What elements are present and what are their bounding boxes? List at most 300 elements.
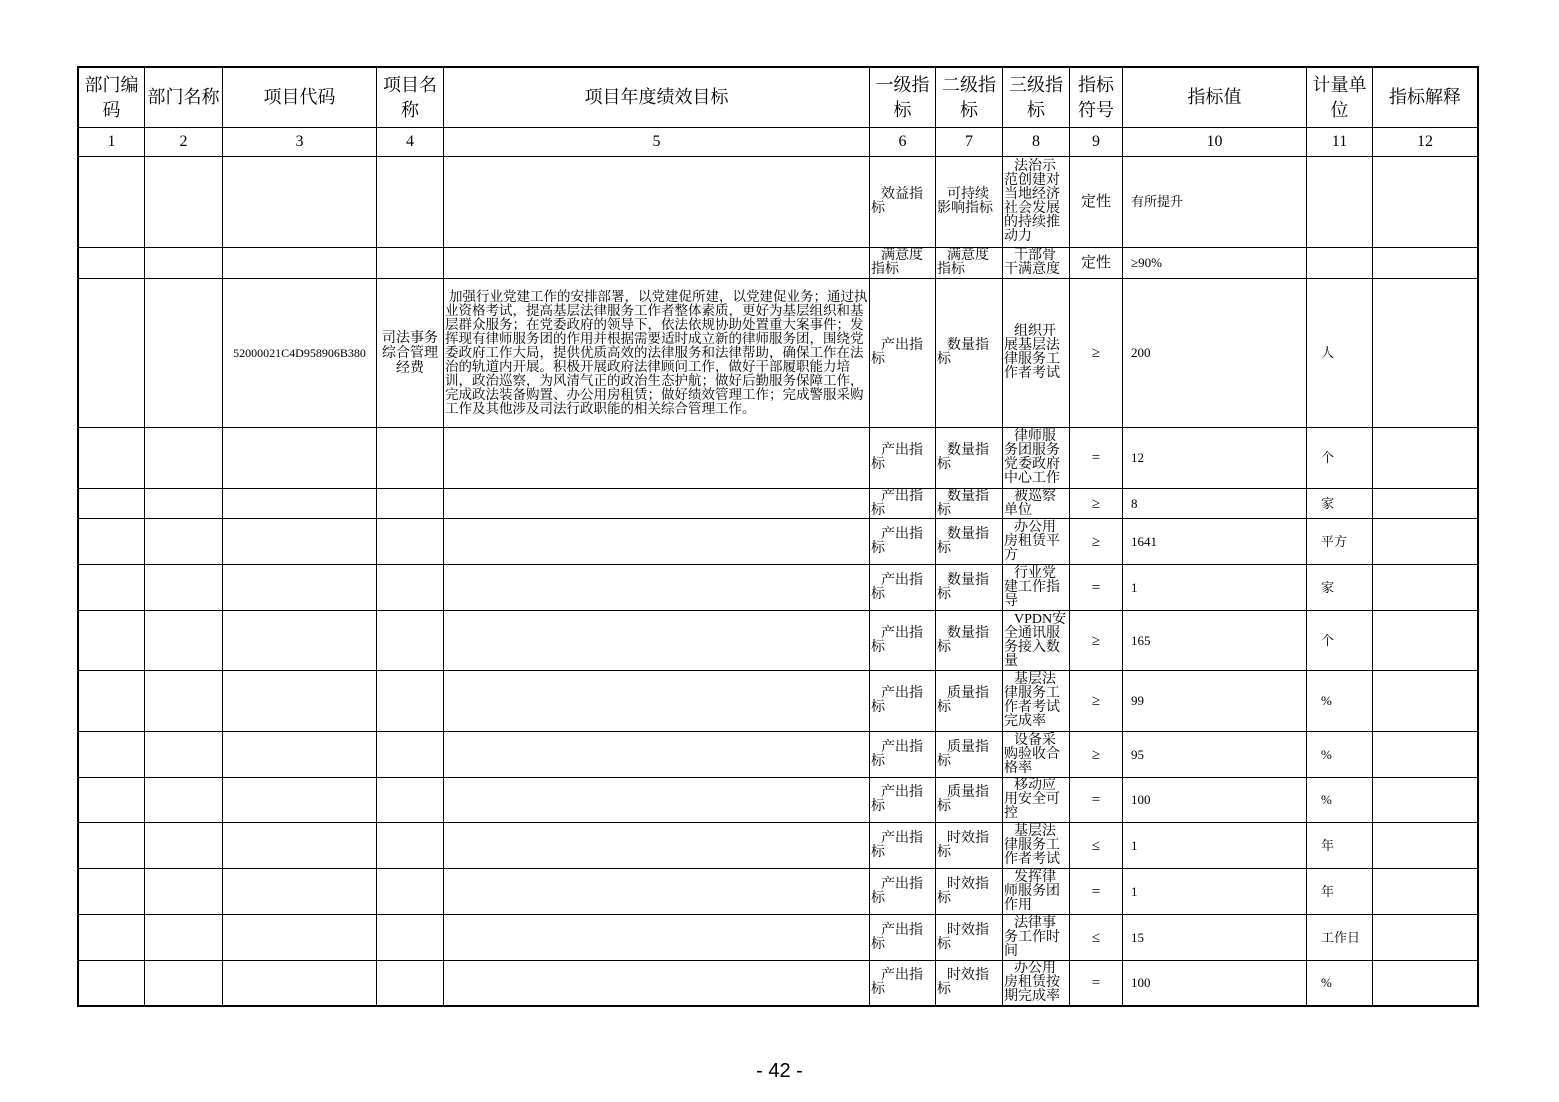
level3-indicator-cell-text: 办公用房租赁按期完成率	[1004, 961, 1060, 1004]
dept-name-cell	[145, 823, 222, 868]
level1-indicator-cell-text: 产出指标	[871, 443, 923, 472]
annual-performance-goal-cell	[444, 611, 869, 670]
column-number-10-text: 10	[1206, 133, 1223, 150]
annual-performance-goal-cell	[444, 732, 869, 777]
level3-indicator-cell-text: 行业党建工作指导	[1004, 565, 1060, 609]
dept-code-cell	[79, 671, 144, 731]
header-level2-indicator	[936, 68, 1002, 127]
level2-indicator-cell-text: 数量指标	[937, 443, 989, 472]
indicator-symbol-cell	[1070, 915, 1122, 960]
dept-code-cell	[79, 915, 144, 960]
indicator-symbol-cell-text: 定性	[1080, 194, 1111, 210]
indicator-symbol-cell	[1070, 869, 1122, 914]
level2-indicator-cell-text: 时效指标	[937, 830, 989, 860]
measure-unit-cell	[1307, 248, 1372, 278]
header-project-name-text: 项目名称	[383, 74, 437, 120]
indicator-symbol-cell-text: ≥	[1091, 693, 1101, 709]
level2-indicator-cell	[936, 428, 1002, 488]
measure-unit-cell	[1307, 565, 1372, 610]
level2-indicator-cell-text: 可持续影响指标	[937, 187, 993, 216]
indicator-symbol-cell-text: 定性	[1080, 255, 1111, 271]
header-dept-code	[79, 68, 144, 127]
level1-indicator-cell-text: 效益指标	[871, 187, 923, 216]
level1-indicator-cell-text: 产出指标	[871, 572, 923, 602]
indicator-symbol-cell-text: ≤	[1091, 929, 1101, 946]
indicator-symbol-cell	[1070, 248, 1122, 278]
level3-indicator-cell	[1003, 279, 1069, 427]
column-number-11-text: 11	[1331, 133, 1348, 150]
level2-indicator-cell	[936, 519, 1002, 564]
project-name-cell	[377, 915, 443, 960]
level2-indicator-cell	[936, 778, 1002, 822]
level2-indicator-cell-text: 满意度指标	[937, 248, 989, 277]
level1-indicator-cell-text: 产出指标	[871, 876, 923, 906]
level1-indicator-cell	[870, 961, 935, 1005]
level3-indicator-cell-text: 律师服务团服务党委政府中心工作	[1004, 429, 1060, 486]
indicator-explanation-cell	[1373, 869, 1477, 914]
annual-performance-goal-cell	[444, 778, 869, 822]
project-code-cell	[223, 519, 376, 564]
project-code-cell	[223, 428, 376, 488]
indicator-explanation-cell	[1373, 778, 1477, 822]
level2-indicator-cell-text: 时效指标	[937, 922, 989, 952]
dept-name-cell	[145, 248, 222, 278]
level3-indicator-cell-text: 基层法律服务工作者考试	[1004, 823, 1060, 867]
column-number-8-text: 8	[1032, 133, 1040, 150]
indicator-value-cell	[1123, 279, 1306, 427]
level3-indicator-cell-text: 设备采购验收合格率	[1004, 732, 1060, 776]
project-code-cell	[223, 565, 376, 610]
annual-performance-goal-cell	[444, 279, 869, 427]
level2-indicator-cell	[936, 279, 1002, 427]
level1-indicator-cell-text: 产出指标	[871, 489, 923, 518]
level1-indicator-cell-text: 产出指标	[871, 686, 923, 715]
indicator-symbol-cell	[1070, 489, 1122, 518]
level1-indicator-cell	[870, 778, 935, 822]
annual-performance-goal-cell	[444, 248, 869, 278]
indicator-value-cell-text: 12	[1131, 450, 1144, 465]
indicator-value-cell	[1123, 611, 1306, 670]
measure-unit-cell-text: 人	[1321, 345, 1335, 360]
level2-indicator-cell	[936, 823, 1002, 868]
indicator-symbol-cell-text: ≥	[1091, 495, 1101, 512]
indicator-explanation-cell	[1373, 428, 1477, 488]
header-level1-indicator	[870, 68, 935, 127]
project-code-cell	[223, 671, 376, 731]
indicator-symbol-cell-text: ≥	[1091, 345, 1101, 361]
annual-performance-goal-cell	[444, 565, 869, 610]
level3-indicator-cell	[1003, 428, 1069, 488]
indicator-symbol-cell-text: =	[1091, 975, 1101, 991]
level1-indicator-cell	[870, 489, 935, 518]
indicator-value-cell-text: ≥90%	[1131, 255, 1162, 270]
column-number-7-text: 7	[965, 133, 973, 150]
level2-indicator-cell	[936, 565, 1002, 610]
dept-name-cell	[145, 671, 222, 731]
project-name-cell	[377, 869, 443, 914]
level2-indicator-cell	[936, 915, 1002, 960]
column-number-6-text: 6	[898, 133, 907, 150]
project-name-cell	[377, 519, 443, 564]
dept-name-cell	[145, 869, 222, 914]
header-indicator-explanation	[1373, 68, 1477, 127]
column-number-3-text: 3	[295, 133, 304, 150]
level3-indicator-cell-text: 法治示范创建对当地经济社会发展的持续推动力	[1004, 159, 1060, 244]
indicator-symbol-cell-text: ≥	[1091, 632, 1101, 649]
indicator-value-cell-text: 200	[1131, 345, 1151, 360]
header-annual-performance-goal-text: 项目年度绩效目标	[584, 87, 729, 107]
measure-unit-cell-text: %	[1321, 975, 1332, 990]
indicator-value-cell	[1123, 778, 1306, 822]
level3-indicator-cell	[1003, 519, 1069, 564]
indicator-value-cell-text: 1641	[1131, 533, 1157, 549]
project-code-cell	[223, 732, 376, 777]
dept-name-cell	[145, 157, 222, 247]
annual-performance-goal-cell	[444, 915, 869, 960]
indicator-explanation-cell	[1373, 157, 1477, 247]
project-name-cell	[377, 565, 443, 610]
measure-unit-cell-text: %	[1321, 792, 1332, 807]
level2-indicator-cell	[936, 869, 1002, 914]
measure-unit-cell	[1307, 279, 1372, 427]
level3-indicator-cell-text: 组织开展基层法律服务工作者考试	[1004, 324, 1060, 381]
level1-indicator-cell	[870, 915, 935, 960]
level3-indicator-cell-text: VPDN安全通讯服务接入数量	[1004, 611, 1067, 669]
indicator-symbol-cell	[1070, 565, 1122, 610]
header-project-name	[377, 68, 443, 127]
level3-indicator-cell	[1003, 823, 1069, 868]
indicator-value-cell-text: 165	[1131, 632, 1151, 648]
indicator-value-cell	[1123, 671, 1306, 731]
level1-indicator-cell-text: 产出指标	[871, 922, 923, 952]
indicator-value-cell	[1123, 915, 1306, 960]
level2-indicator-cell	[936, 248, 1002, 278]
project-name-cell-text: 司法事务综合管理经费	[382, 330, 438, 376]
measure-unit-cell	[1307, 428, 1372, 488]
indicator-symbol-cell	[1070, 428, 1122, 488]
level1-indicator-cell-text: 产出指标	[871, 338, 923, 367]
project-code-cell	[223, 869, 376, 914]
level2-indicator-cell-text: 质量指标	[937, 686, 989, 715]
measure-unit-cell	[1307, 611, 1372, 670]
annual-performance-goal-cell-text: 加强行业党建工作的安排部署，以党建促所建，以党建促业务；通过执业资格考试，提高基层法律服务工作者整体素质，更好为基层组织和基层群众服务；在党委政府的领导下，依法依规协助处置重大案事件；发挥现有律师服务团的作用并根据需要适时成立新的律师服务团，围绕党委政府工作大局，提供优质高效的法律服务和法律帮助，确保工作在法治的轨道内开展。积极开展政府法律顾问工作，做好干部履职能力培训，政治巡察，为风清气正的政治生态护航；做好后勤服务保障工作，完成政法装备购置、办公用房租赁；做好绩效管理工作；完成警服采购工作及其他涉及司法行政职能的相关综合管理工作。	[445, 289, 868, 416]
column-number-1	[79, 128, 144, 156]
level2-indicator-cell-text: 数量指标	[937, 526, 989, 556]
header-dept-name	[145, 68, 222, 127]
level1-indicator-cell-text: 满意度指标	[871, 248, 923, 277]
level3-indicator-cell	[1003, 778, 1069, 822]
column-number-6	[870, 128, 935, 156]
measure-unit-cell-text: 工作日	[1321, 929, 1361, 945]
level1-indicator-cell	[870, 279, 935, 427]
project-code-cell	[223, 248, 376, 278]
level3-indicator-cell	[1003, 157, 1069, 247]
level2-indicator-cell	[936, 961, 1002, 1005]
column-number-12	[1373, 128, 1477, 156]
column-number-9	[1070, 128, 1122, 156]
column-number-10	[1123, 128, 1306, 156]
indicator-explanation-cell	[1373, 489, 1477, 518]
measure-unit-cell-text: 平方	[1321, 533, 1348, 549]
level1-indicator-cell	[870, 519, 935, 564]
level1-indicator-cell	[870, 823, 935, 868]
level1-indicator-cell-text: 产出指标	[871, 830, 923, 860]
header-project-code-text: 项目代码	[263, 87, 336, 107]
annual-performance-goal-cell	[444, 519, 869, 564]
measure-unit-cell-text: %	[1321, 693, 1332, 708]
level1-indicator-cell	[870, 671, 935, 731]
column-number-4-text: 4	[406, 133, 414, 150]
header-level3-indicator-text: 三级指标	[1009, 74, 1063, 120]
dept-name-cell	[145, 428, 222, 488]
level1-indicator-cell	[870, 428, 935, 488]
indicator-explanation-cell	[1373, 611, 1477, 670]
project-code-cell	[223, 279, 376, 427]
project-code-cell	[223, 961, 376, 1005]
dept-code-cell	[79, 489, 144, 518]
annual-performance-goal-cell	[444, 489, 869, 518]
indicator-symbol-cell	[1070, 157, 1122, 247]
measure-unit-cell	[1307, 961, 1372, 1005]
indicator-symbol-cell	[1070, 611, 1122, 670]
level3-indicator-cell-text: 干部骨干满意度	[1004, 248, 1060, 277]
header-indicator-explanation-text: 指标解释	[1389, 87, 1461, 107]
indicator-value-cell	[1123, 823, 1306, 868]
indicator-symbol-cell	[1070, 519, 1122, 564]
header-measure-unit	[1307, 68, 1372, 127]
level1-indicator-cell	[870, 565, 935, 610]
dept-name-cell	[145, 565, 222, 610]
level3-indicator-cell-text: 基层法律服务工作者考试完成率	[1004, 672, 1060, 729]
level3-indicator-cell	[1003, 732, 1069, 777]
level3-indicator-cell-text: 办公用房租赁平方	[1004, 519, 1060, 563]
header-level2-indicator-text: 二级指标	[942, 74, 996, 120]
level3-indicator-cell-text: 法律事务工作时间	[1004, 915, 1060, 959]
indicator-value-cell-text: 99	[1131, 693, 1144, 708]
header-level3-indicator	[1003, 68, 1069, 127]
level2-indicator-cell	[936, 157, 1002, 247]
measure-unit-cell	[1307, 157, 1372, 247]
measure-unit-cell	[1307, 823, 1372, 868]
project-name-cell	[377, 778, 443, 822]
project-code-cell	[223, 823, 376, 868]
measure-unit-cell-text: 年	[1321, 883, 1335, 899]
header-indicator-symbol-text: 指标符号	[1078, 74, 1114, 120]
indicator-value-cell-text: 95	[1131, 746, 1144, 762]
project-name-cell	[377, 732, 443, 777]
dept-name-cell	[145, 915, 222, 960]
project-code-cell	[223, 157, 376, 247]
performance-target-table	[77, 66, 1479, 1007]
indicator-value-cell-text: 8	[1131, 495, 1138, 511]
dept-code-cell	[79, 279, 144, 427]
dept-code-cell	[79, 611, 144, 670]
level2-indicator-cell-text: 数量指标	[937, 489, 989, 518]
dept-name-cell	[145, 732, 222, 777]
dept-name-cell	[145, 489, 222, 518]
level3-indicator-cell	[1003, 611, 1069, 670]
header-dept-name-text: 部门名称	[147, 87, 220, 107]
header-dept-code-text: 部门编码	[84, 74, 139, 120]
measure-unit-cell	[1307, 915, 1372, 960]
level1-indicator-cell	[870, 611, 935, 670]
column-number-9-text: 9	[1092, 133, 1100, 150]
level2-indicator-cell	[936, 489, 1002, 518]
level3-indicator-cell	[1003, 915, 1069, 960]
level1-indicator-cell-text: 产出指标	[871, 625, 923, 655]
column-number-2	[145, 128, 222, 156]
column-number-8	[1003, 128, 1069, 156]
level2-indicator-cell	[936, 671, 1002, 731]
column-number-12-text: 12	[1417, 133, 1433, 150]
dept-code-cell	[79, 565, 144, 610]
indicator-explanation-cell	[1373, 248, 1477, 278]
dept-code-cell	[79, 732, 144, 777]
indicator-explanation-cell	[1373, 519, 1477, 564]
indicator-explanation-cell	[1373, 915, 1477, 960]
level2-indicator-cell-text: 时效指标	[937, 968, 989, 997]
column-number-7	[936, 128, 1002, 156]
column-number-5	[444, 128, 869, 156]
column-number-1-text: 1	[107, 133, 116, 150]
header-indicator-value	[1123, 68, 1306, 127]
dept-code-cell	[79, 248, 144, 278]
project-code-cell	[223, 489, 376, 518]
indicator-value-cell	[1123, 732, 1306, 777]
column-number-4	[377, 128, 443, 156]
measure-unit-cell-text: 个	[1321, 450, 1335, 465]
column-number-5-text: 5	[652, 133, 661, 150]
level2-indicator-cell-text: 质量指标	[937, 785, 989, 814]
header-indicator-symbol	[1070, 68, 1122, 127]
indicator-symbol-cell-text: =	[1091, 792, 1101, 808]
level3-indicator-cell	[1003, 565, 1069, 610]
measure-unit-cell	[1307, 869, 1372, 914]
measure-unit-cell	[1307, 489, 1372, 518]
level2-indicator-cell	[936, 611, 1002, 670]
column-number-3	[223, 128, 376, 156]
page-number: - 42 -	[756, 1060, 803, 1082]
level3-indicator-cell	[1003, 869, 1069, 914]
level2-indicator-cell-text: 质量指标	[937, 739, 989, 769]
indicator-symbol-cell	[1070, 961, 1122, 1005]
indicator-value-cell-text: 1	[1131, 883, 1138, 899]
annual-performance-goal-cell	[444, 961, 869, 1005]
indicator-symbol-cell	[1070, 279, 1122, 427]
measure-unit-cell-text: %	[1321, 746, 1332, 762]
indicator-explanation-cell	[1373, 732, 1477, 777]
level1-indicator-cell	[870, 248, 935, 278]
measure-unit-cell-text: 家	[1321, 579, 1335, 595]
level3-indicator-cell	[1003, 961, 1069, 1005]
indicator-value-cell-text: 15	[1131, 929, 1144, 945]
dept-name-cell	[145, 961, 222, 1005]
header-level1-indicator-text: 一级指标	[875, 74, 930, 120]
indicator-explanation-cell	[1373, 961, 1477, 1005]
level3-indicator-cell	[1003, 248, 1069, 278]
measure-unit-cell	[1307, 519, 1372, 564]
annual-performance-goal-cell	[444, 823, 869, 868]
measure-unit-cell	[1307, 671, 1372, 731]
indicator-value-cell-text: 1	[1131, 579, 1138, 595]
project-name-cell	[377, 157, 443, 247]
indicator-symbol-cell-text: ≥	[1091, 746, 1101, 763]
indicator-value-cell-text: 100	[1131, 792, 1151, 807]
annual-performance-goal-cell	[444, 157, 869, 247]
dept-name-cell	[145, 611, 222, 670]
measure-unit-cell	[1307, 732, 1372, 777]
level1-indicator-cell	[870, 732, 935, 777]
indicator-symbol-cell-text: =	[1091, 450, 1101, 466]
dept-name-cell	[145, 778, 222, 822]
level2-indicator-cell-text: 数量指标	[937, 338, 989, 367]
indicator-symbol-cell-text: =	[1091, 579, 1101, 596]
level1-indicator-cell-text: 产出指标	[871, 739, 923, 769]
level1-indicator-cell-text: 产出指标	[871, 526, 923, 556]
dept-code-cell	[79, 823, 144, 868]
dept-code-cell	[79, 519, 144, 564]
annual-performance-goal-cell	[444, 428, 869, 488]
project-name-cell	[377, 279, 443, 427]
indicator-explanation-cell	[1373, 823, 1477, 868]
project-name-cell	[377, 489, 443, 518]
level2-indicator-cell-text: 数量指标	[937, 572, 989, 602]
level1-indicator-cell	[870, 869, 935, 914]
project-name-cell	[377, 248, 443, 278]
column-number-2-text: 2	[179, 133, 188, 150]
measure-unit-cell-text: 个	[1321, 632, 1335, 648]
indicator-value-cell-text: 有所提升	[1131, 194, 1184, 209]
measure-unit-cell-text: 年	[1321, 837, 1335, 853]
indicator-explanation-cell	[1373, 279, 1477, 427]
project-code-cell	[223, 915, 376, 960]
indicator-symbol-cell-text: =	[1091, 883, 1101, 900]
indicator-value-cell	[1123, 519, 1306, 564]
measure-unit-cell-text: 家	[1321, 495, 1335, 511]
level1-indicator-cell-text: 产出指标	[871, 968, 923, 997]
indicator-value-cell	[1123, 961, 1306, 1005]
indicator-explanation-cell	[1373, 565, 1477, 610]
indicator-value-cell	[1123, 248, 1306, 278]
measure-unit-cell	[1307, 778, 1372, 822]
level1-indicator-cell	[870, 157, 935, 247]
annual-performance-goal-cell	[444, 671, 869, 731]
level1-indicator-cell-text: 产出指标	[871, 785, 923, 814]
level3-indicator-cell	[1003, 671, 1069, 731]
level2-indicator-cell-text: 数量指标	[937, 625, 989, 655]
header-indicator-value-text: 指标值	[1187, 87, 1242, 107]
indicator-symbol-cell	[1070, 823, 1122, 868]
dept-code-cell	[79, 778, 144, 822]
project-name-cell	[377, 823, 443, 868]
dept-code-cell	[79, 961, 144, 1005]
indicator-value-cell	[1123, 565, 1306, 610]
indicator-explanation-cell	[1373, 671, 1477, 731]
header-annual-performance-goal	[444, 68, 869, 127]
header-measure-unit-text: 计量单位	[1312, 74, 1367, 120]
indicator-symbol-cell	[1070, 671, 1122, 731]
project-name-cell	[377, 611, 443, 670]
indicator-value-cell	[1123, 157, 1306, 247]
dept-name-cell	[145, 279, 222, 427]
level3-indicator-cell-text: 发挥律师服务团作用	[1004, 869, 1060, 913]
dept-code-cell	[79, 869, 144, 914]
dept-code-cell	[79, 428, 144, 488]
header-project-code	[223, 68, 376, 127]
indicator-value-cell	[1123, 428, 1306, 488]
project-name-cell	[377, 961, 443, 1005]
dept-name-cell	[145, 519, 222, 564]
